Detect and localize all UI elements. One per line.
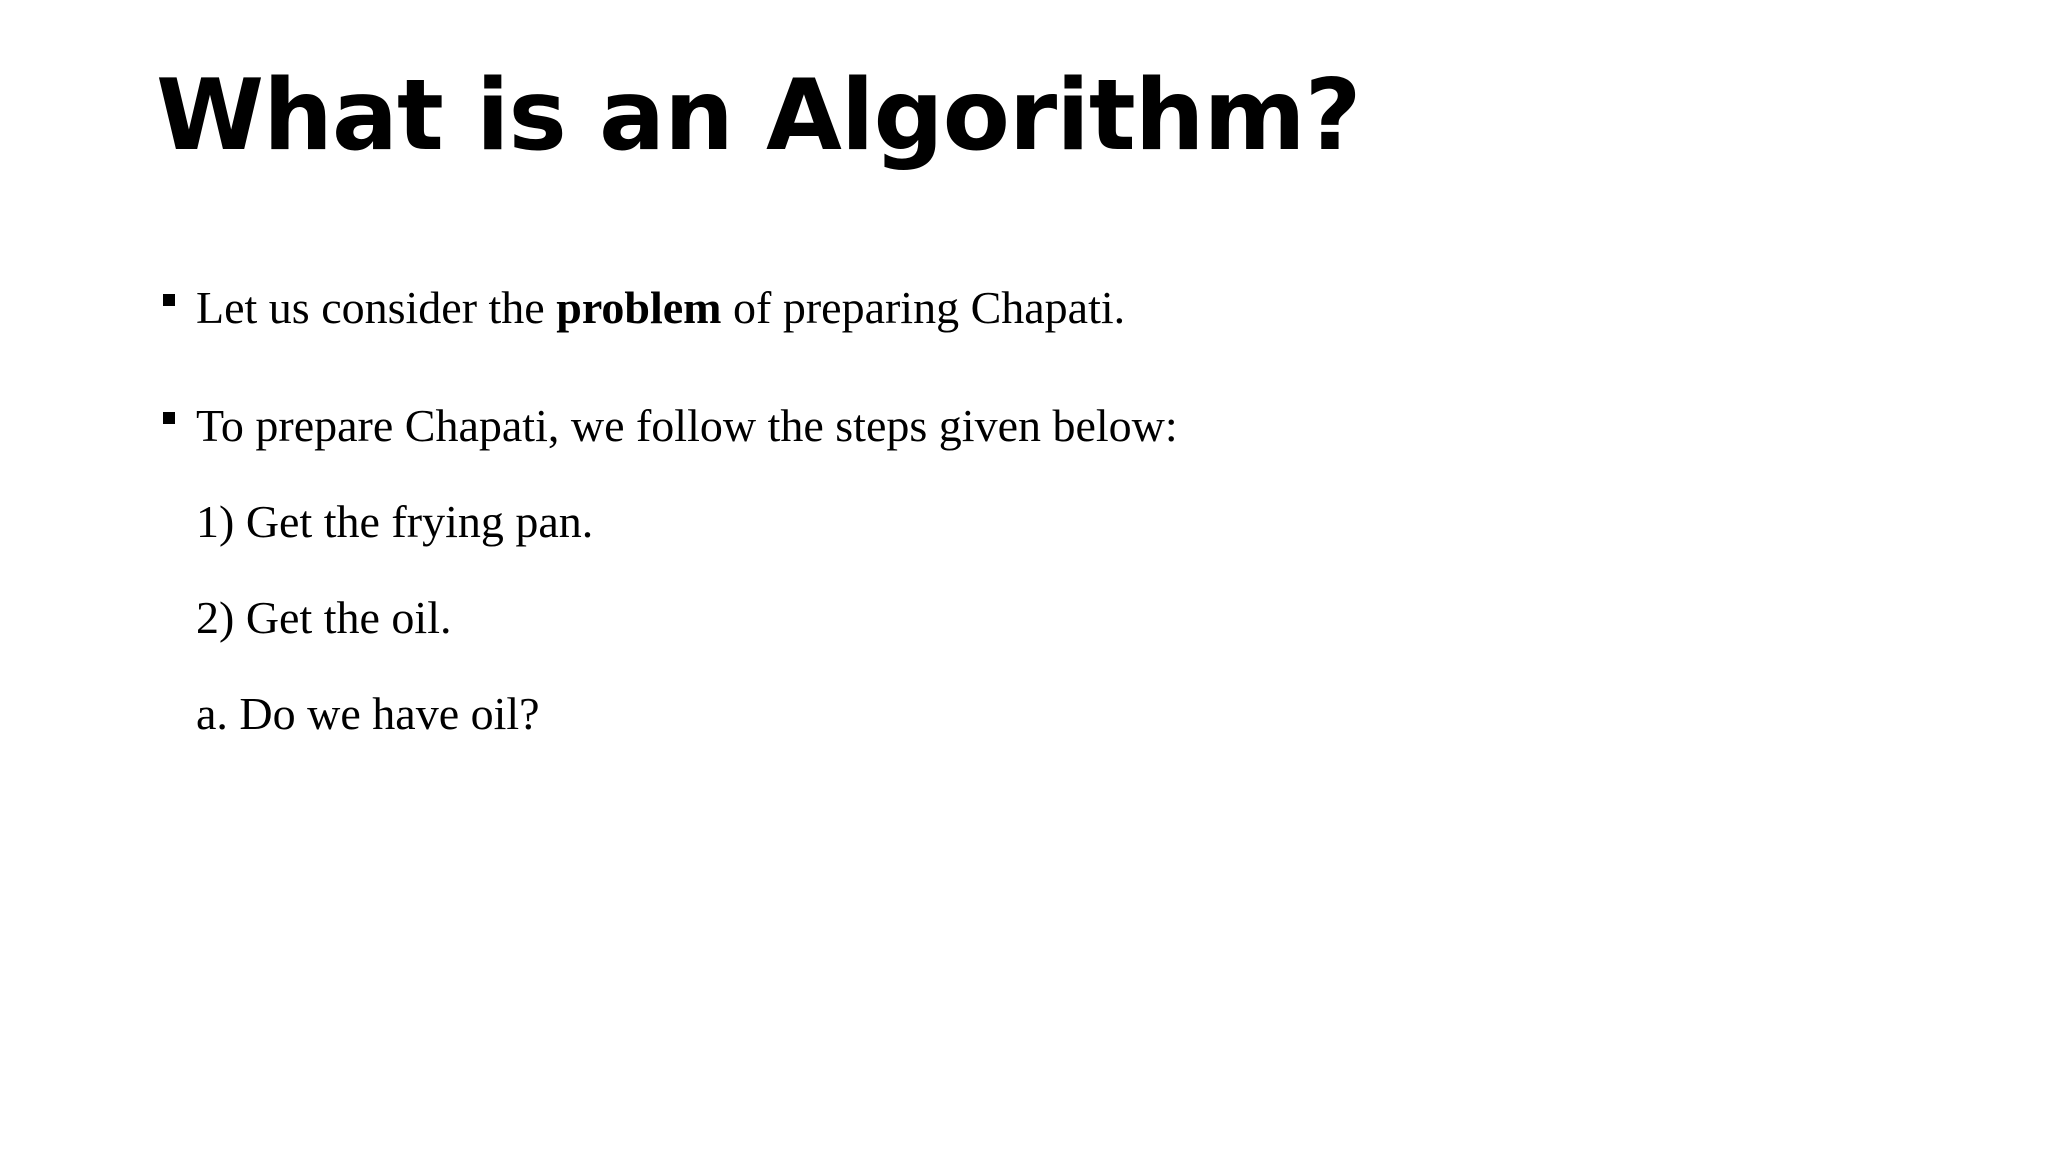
bullet-item-2: To prepare Chapati, we follow the steps given below: [196,400,1178,451]
bullet-icon [163,412,175,424]
step-1: 1) Get the frying pan. [196,496,594,547]
bullet-icon [163,294,175,306]
bullet-item-1-text-before: Let us consider the [196,282,557,333]
bullet-item-1 [196,280,1125,336]
bullet-item-1-text-after: of preparing Chapati. [721,282,1126,333]
step-2a: a. Do we have oil? [196,688,540,739]
slide-title: What is an Algorithm? [156,59,1361,173]
step-2: 2) Get the oil. [196,592,452,643]
bullet-item-1-bold-word: problem [556,282,722,333]
